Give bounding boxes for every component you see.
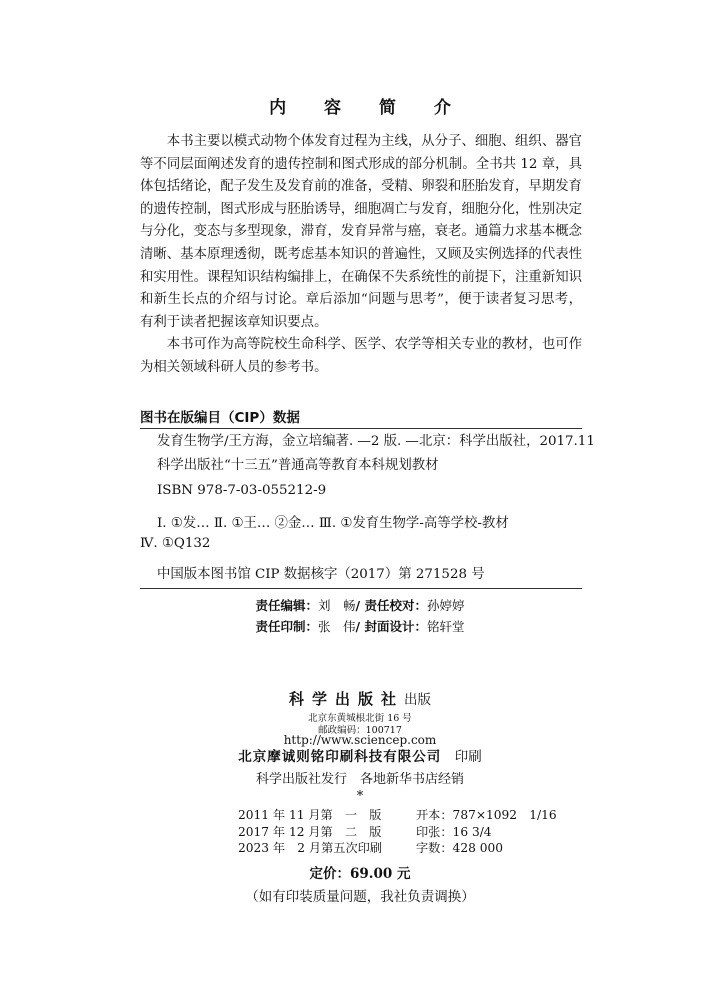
summary-body bbox=[140, 131, 582, 380]
cover-designer-label: / 封面设计： bbox=[355, 619, 427, 634]
cip-heading: 图书在版编目（CIP）数据 bbox=[140, 410, 300, 426]
edition-row bbox=[238, 824, 558, 841]
distribution-line: 科学出版社发行 各地新华书店经销 bbox=[255, 772, 464, 787]
printer-suffix: 印刷 bbox=[454, 749, 482, 765]
publisher-postcode: 邮政编码：100717 bbox=[318, 725, 402, 736]
publisher-url: http://www.sciencep.com bbox=[283, 733, 437, 747]
cip-isbn-line: ISBN 978-7-03-055212-9 bbox=[157, 483, 327, 498]
staff-line-2 bbox=[0, 617, 720, 635]
publisher-name bbox=[0, 688, 720, 709]
summary-title: 内 容 简 介 bbox=[269, 98, 467, 118]
edition-row bbox=[238, 807, 558, 824]
summary-paragraph-2: 本书可作为高等院校生命科学、医学、农学等相关专业的教材，也可作为相关领域科研人员的参考书。 bbox=[140, 337, 582, 375]
proofreader-label: / 责任校对： bbox=[355, 598, 427, 613]
cip-title-line: 发育生物学/王方海，金立培编著. —2 版. —北京：科学出版社，2017.11 bbox=[157, 434, 595, 449]
edition-right: 字数：428 000 bbox=[416, 841, 503, 855]
publisher-address: 北京东黄城根北街 16 号 bbox=[308, 713, 412, 724]
editor-name: 刘 畅 bbox=[318, 598, 356, 613]
cip-record-line: 中国版本图书馆 CIP 数据核字（2017）第 271528 号 bbox=[157, 567, 485, 582]
separator-star: * bbox=[356, 789, 364, 804]
edition-left: 2023 年 2 月第五次印刷 bbox=[238, 841, 383, 855]
summary-paragraph-1: 本书主要以模式动物个体发育过程为主线，从分子、细胞、组织、器官等不同层面阐述发育的遗传控制和图式形成的部分机制。全书共 12 章，具体包括绪论，配子发生及发育前的准备，受精、卵裂和胚胎发育，早期发育的遗传控制，图式形成与胚胎诱导，细胞凋亡与发育，细胞分化，性别决定与分化，变态与多型现象，滞育，发育异常与癌，衰老。通篇力求基本概念清晰、基本原理透彻，既考虑基本知识的普遍性，又顾及实例选择的代表性和实用性。课程知识结构编排上，在确保不失系统性的前提下，注重新知识和新生长点的介绍与讨论。章后添加“问题与思考”，便于读者复习思考，有利于读者把握该章知识要点。 bbox=[140, 134, 582, 330]
proofreader-name: 孙婷婷 bbox=[426, 598, 465, 613]
printer-line bbox=[0, 745, 720, 765]
price: 定价：69.00 元 bbox=[309, 866, 411, 882]
printer-name: 北京摩诚则铭印刷科技有限公司 bbox=[238, 749, 442, 765]
cip-classification bbox=[140, 514, 590, 554]
print-manager-label: 责任印制： bbox=[255, 619, 319, 634]
quality-notice: （如有印装质量问题，我社负责调换） bbox=[245, 889, 475, 905]
edition-right: 开本：787×1092 1/16 bbox=[416, 808, 557, 822]
publisher-name-text: 科学出版社 bbox=[288, 690, 404, 708]
edition-row bbox=[238, 840, 558, 857]
cover-designer-name: 铭轩堂 bbox=[426, 619, 465, 634]
edition-table bbox=[238, 807, 558, 857]
print-manager-name: 张 伟 bbox=[318, 619, 356, 634]
cip-series-line: 科学出版社“十三五”普通高等教育本科规划教材 bbox=[157, 458, 439, 473]
cip-bottom-rule bbox=[140, 588, 582, 589]
publisher-name-suffix: 出版 bbox=[404, 692, 431, 708]
cip-class-line-2: Ⅳ. ①Q132 bbox=[140, 536, 211, 551]
edition-left: 2011 年 11 月第 一 版 bbox=[238, 808, 382, 822]
staff-line-1 bbox=[0, 596, 720, 614]
editor-label: 责任编辑： bbox=[255, 598, 319, 613]
cip-class-line-1: Ⅰ. ①发… Ⅱ. ①王… ②金… Ⅲ. ①发育生物学-高等学校-教材 bbox=[157, 516, 509, 531]
cip-top-rule bbox=[140, 428, 582, 429]
edition-left: 2017 年 12 月第 二 版 bbox=[238, 824, 382, 839]
edition-right: 印张：16 3/4 bbox=[416, 824, 492, 839]
